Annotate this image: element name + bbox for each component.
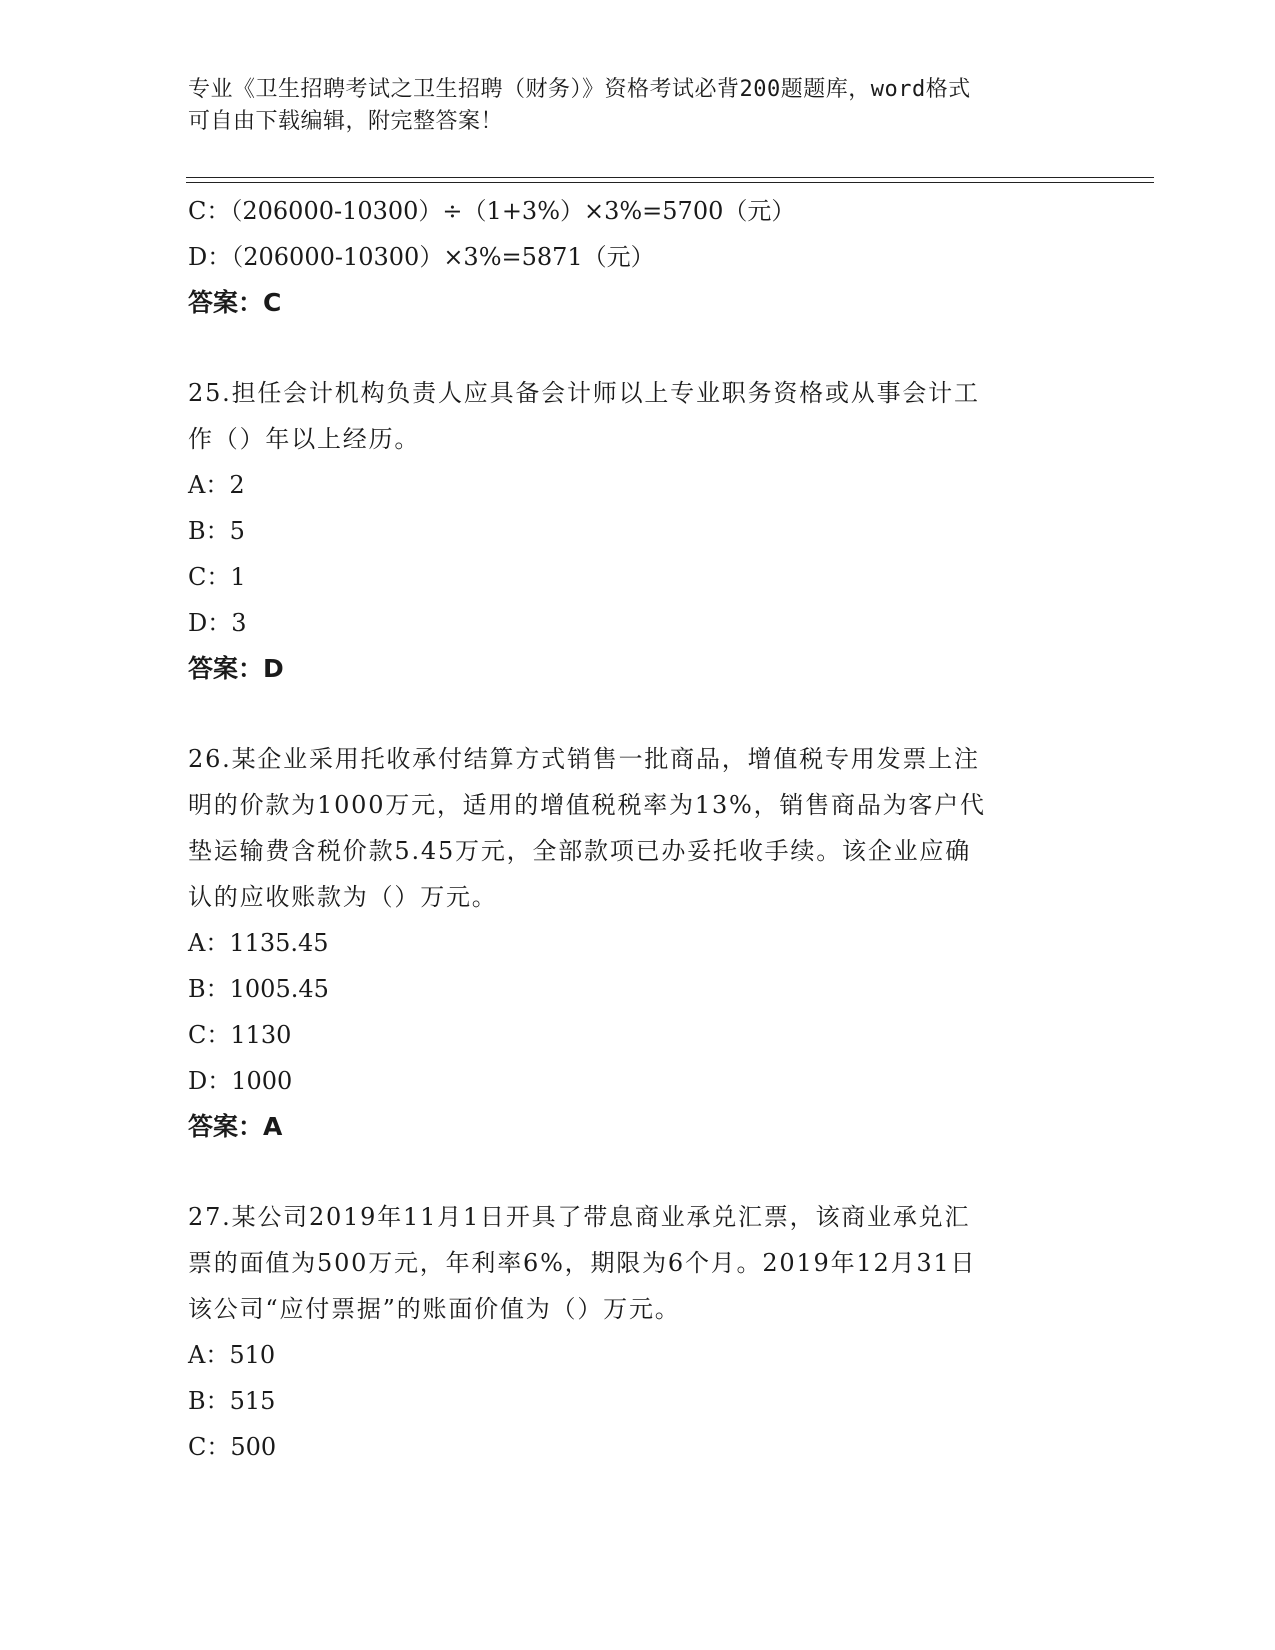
question-stem-line: 垫运输费含税价款5.45万元，全部款项已办妥托收手续。该企业应确 [188,837,972,865]
spacer [188,692,1088,736]
option-d: D：1000 [188,1067,293,1095]
option-c: C：（206000-10300）÷（1+3%）×3%=5700（元） [188,197,796,225]
option-c: C：1 [188,563,246,591]
option-c: C：500 [188,1433,277,1461]
question-26 [188,736,1088,1150]
spacer [188,1150,1088,1194]
option-b: B：5 [188,517,245,545]
header-divider [186,177,1154,183]
question-27 [188,1194,1088,1470]
question-stem-line: 26.某企业采用托收承付结算方式销售一批商品，增值税专用发票上注 [188,745,980,773]
header-line-1: 专业《卫生招聘考试之卫生招聘（财务）》资格考试必背200题题库，word格式 [188,77,971,102]
question-24-continued [188,188,1088,326]
question-stem-line: 认的应收账款为（）万元。 [188,883,498,911]
option-a: A：1135.45 [188,929,329,957]
question-stem-line: 该公司“应付票据”的账面价值为（）万元。 [188,1295,681,1323]
option-b: B：1005.45 [188,975,329,1003]
question-stem-line: 27.某公司2019年11月1日开具了带息商业承兑汇票，该商业承兑汇 [188,1203,971,1231]
option-d: D：（206000-10300）×3%=5871（元） [188,243,655,271]
question-stem-line: 作（）年以上经历。 [188,425,421,453]
answer: 答案：A [188,1112,283,1141]
question-list [188,188,1088,1470]
answer: 答案：D [188,654,284,683]
header-line-2: 可自由下载编辑，附完整答案！ [188,109,504,134]
answer: 答案：C [188,288,282,317]
option-a: A：2 [188,471,245,499]
option-c: C：1130 [188,1021,292,1049]
option-b: B：515 [188,1387,276,1415]
option-d: D：3 [188,609,247,637]
option-a: A：510 [188,1341,276,1369]
question-25 [188,370,1088,692]
spacer [188,326,1088,370]
question-stem-line: 25.担任会计机构负责人应具备会计师以上专业职务资格或从事会计工 [188,379,980,407]
question-stem-line: 票的面值为500万元，年利率6%，期限为6个月。2019年12月31日 [188,1249,977,1277]
question-stem-line: 明的价款为1000万元，适用的增值税税率为13%，销售商品为客户代 [188,791,986,819]
document-header [188,74,1088,138]
